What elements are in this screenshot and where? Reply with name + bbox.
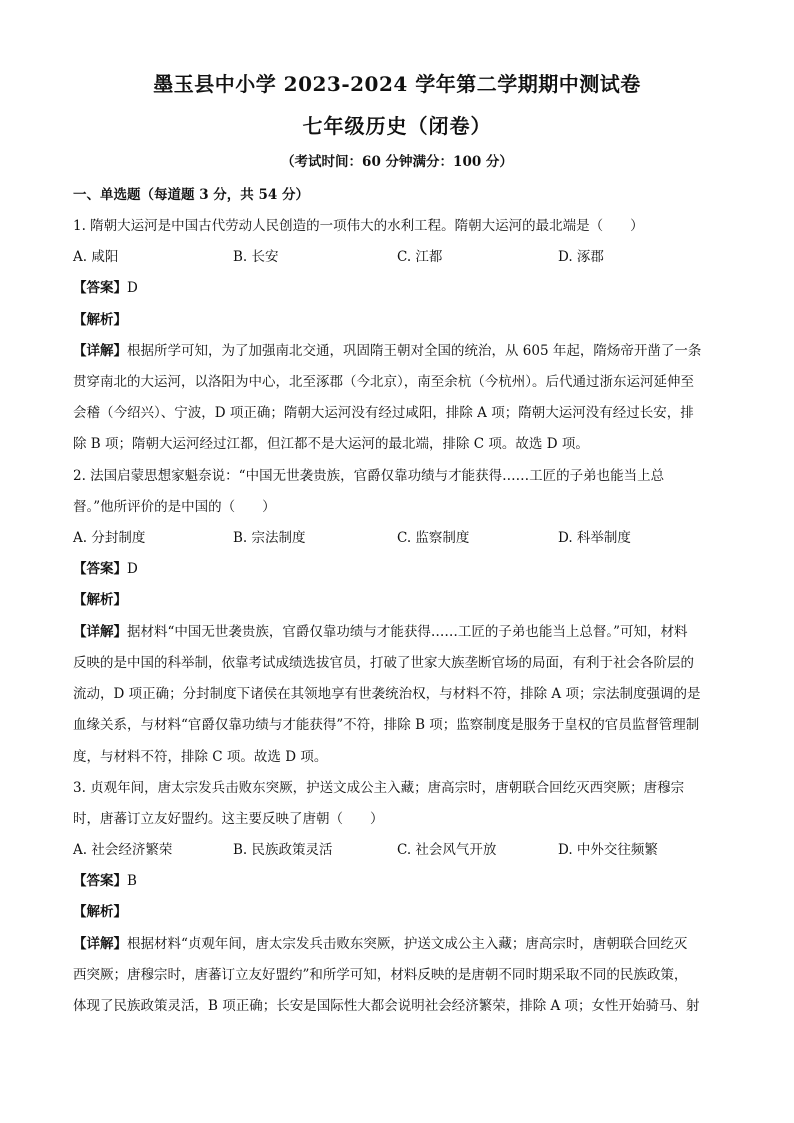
question-2-stem: 2. 法国启蒙思想家魁奈说：“中国无世袭贵族，官爵仅靠功绩与才能获得……工匠的子弟也能当上总 [73,468,665,484]
detail-text: 根据所学可知，为了加强南北交通，巩固隋王朝对全国的统治，从 605 年起，隋炀帝开凿了一条 [127,343,702,359]
question-2-option-a: A. 分封制度 [73,530,146,546]
question-3-option-b: B. 民族政策灵活 [233,842,333,858]
answer-value: D [127,561,138,577]
question-1-option-c: C. 江都 [397,249,443,265]
exam-title: 墨玉县中小学 2023-2024 学年第二学期期中测试卷 [153,72,641,96]
section-heading: 一、单选题（每道题 3 分，共 54 分） [73,187,309,203]
question-3-detail-line: 体现了民族政策灵活，B 项正确；长安是国际性大都会说明社会经济繁荣，排除 A 项；女性开始骑马、射 [73,998,700,1014]
question-3-answer [73,869,723,889]
question-3-detail-line: 西突厥；唐穆宗时，唐蕃订立友好盟约”和所学可知，材料反映的是唐朝不同时期采取不同的民族政策， [73,967,688,983]
question-1-detail-line: 贯穿南北的大运河，以洛阳为中心，北至涿郡（今北京），南至余杭（今杭州）。后代通过浙东运河延伸至 [73,374,694,390]
answer-tag: 【答案】 [73,561,127,577]
question-1-option-a: A. 咸阳 [73,249,119,265]
question-1-stem: 1. 隋朝大运河是中国古代劳动人民创造的一项伟大的水利工程。隋朝大运河的最北端是（ ） [73,218,644,234]
question-2-detail-line: 度，与材料不符，排除 C 项。故选 D 项。 [73,749,328,765]
question-2-detail-line: 血缘关系，与材料“官爵仅靠功绩与才能获得”不符，排除 B 项；监察制度是服务于皇权的官员监督管理制 [73,717,700,733]
answer-value: D [127,280,138,296]
question-1-analysis-tag: 【解析】 [73,312,127,328]
question-3-option-c: C. 社会风气开放 [397,842,497,858]
question-1-detail-line: 会稽（今绍兴）、宁波，D 项正确；隋朝大运河没有经过咸阳，排除 A 项；隋朝大运河没有经过长安，排 [73,405,694,421]
question-2-option-d: D. 科举制度 [558,530,631,546]
answer-tag: 【答案】 [73,280,127,296]
question-2-answer [73,557,723,577]
answer-value: B [127,873,137,889]
question-3-option-a: A. 社会经济繁荣 [73,842,173,858]
exam-subtitle: 七年级历史（闭卷） [302,114,492,138]
question-1-answer [73,276,723,296]
answer-tag: 【答案】 [73,873,127,889]
question-2-analysis-tag: 【解析】 [73,592,127,608]
detail-text: 根据材料“贞观年间，唐太宗发兵击败东突厥，护送文成公主入藏；唐高宗时，唐朝联合回纥灭 [127,936,688,952]
detail-tag: 【详解】 [73,936,127,952]
question-2-detail-line [73,620,723,640]
question-1-option-d: D. 涿郡 [558,249,604,265]
question-2-option-c: C. 监察制度 [397,530,470,546]
detail-tag: 【详解】 [73,624,127,640]
question-3-stem: 3. 贞观年间，唐太宗发兵击败东突厥，护送文成公主入藏；唐高宗时，唐朝联合回纥灭西突厥；唐穆宗 [73,780,685,796]
question-2-detail-line: 流动，D 项正确；分封制度下诸侯在其领地享有世袭统治权，与材料不符，排除 A 项；宗法制度强调的是 [73,686,701,702]
question-1-detail-line [73,339,723,359]
exam-info: （考试时间：60 分钟满分：100 分） [281,154,513,170]
question-2-stem: 督。”他所评价的是中国的（ ） [73,499,276,515]
question-2-option-b: B. 宗法制度 [233,530,306,546]
question-2-detail-line: 反映的是中国的科举制，依靠考试成绩选拔官员，打破了世家大族垄断官场的局面，有利于社会各阶层的 [73,655,694,671]
detail-tag: 【详解】 [73,343,127,359]
question-3-option-d: D. 中外交往频繁 [558,842,658,858]
question-1-detail-line: 除 B 项；隋朝大运河经过江都，但江都不是大运河的最北端，排除 C 项。故选 D 项。 [73,436,589,452]
question-1-option-b: B. 长安 [233,249,279,265]
question-3-analysis-tag: 【解析】 [73,904,127,920]
detail-text: 据材料“中国无世袭贵族，官爵仅靠功绩与才能获得……工匠的子弟也能当上总督。”可知，材料 [127,624,688,640]
question-3-detail-line [73,932,723,952]
question-3-stem: 时，唐蕃订立友好盟约。这主要反映了唐朝（ ） [73,811,384,827]
